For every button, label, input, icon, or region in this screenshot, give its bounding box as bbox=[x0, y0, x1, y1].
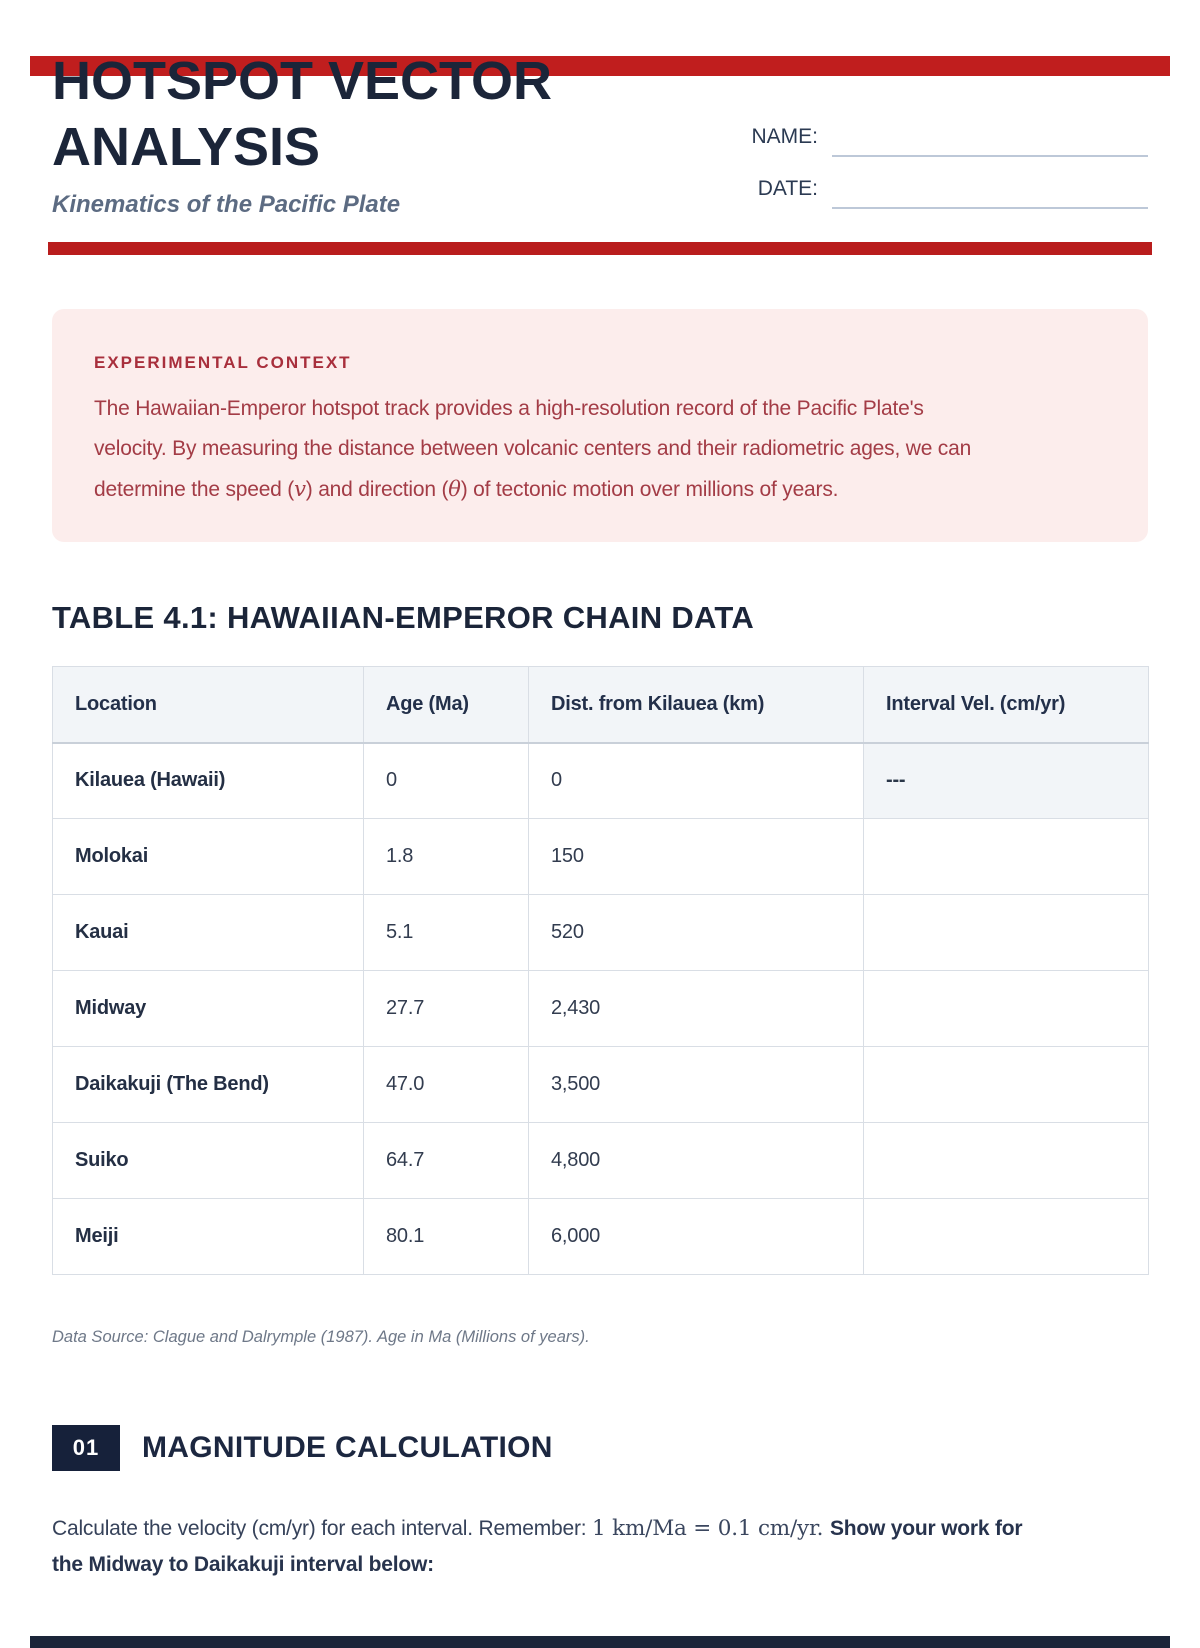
header bbox=[52, 48, 1148, 220]
table-row bbox=[53, 819, 1149, 895]
name-field-row bbox=[742, 124, 1148, 150]
cell-interval-vel-blank[interactable] bbox=[864, 971, 1149, 1047]
section-instructions bbox=[52, 1511, 1148, 1583]
math-var-theta: θ bbox=[448, 477, 461, 501]
cell-location: Molokai bbox=[53, 819, 364, 895]
table-row bbox=[53, 1047, 1149, 1123]
cell-age: 64.7 bbox=[364, 1123, 529, 1199]
cell-interval-vel-blank[interactable] bbox=[864, 895, 1149, 971]
cell-distance: 2,430 bbox=[529, 971, 864, 1047]
instructions-line-1: Calculate the velocity (cm/yr) for each interval. Remember: 1 km/Ma = 0.1 cm/yr. Show your work for bbox=[52, 1516, 1023, 1541]
name-input-line[interactable] bbox=[832, 127, 1148, 157]
cell-distance: 150 bbox=[529, 819, 864, 895]
section-header bbox=[52, 1425, 1148, 1471]
cell-age: 80.1 bbox=[364, 1199, 529, 1275]
bottom-accent-bar bbox=[30, 1636, 1170, 1648]
hawaiian-emperor-table bbox=[52, 666, 1149, 1275]
cell-age: 1.8 bbox=[364, 819, 529, 895]
col-header-location: Location bbox=[53, 667, 364, 743]
date-field-row bbox=[742, 176, 1148, 202]
col-header-interval-vel: Interval Vel. (cm/yr) bbox=[864, 667, 1149, 743]
table-row bbox=[53, 895, 1149, 971]
cell-location: Kilauea (Hawaii) bbox=[53, 743, 364, 819]
col-header-distance: Dist. from Kilauea (km) bbox=[529, 667, 864, 743]
cell-distance: 3,500 bbox=[529, 1047, 864, 1123]
name-date-fields bbox=[742, 124, 1148, 202]
data-source-note: Data Source: Clague and Dalrymple (1987). Age in Ma (Millions of years). bbox=[52, 1328, 590, 1346]
table-header-row bbox=[53, 667, 1149, 743]
cell-age: 5.1 bbox=[364, 895, 529, 971]
cell-age: 47.0 bbox=[364, 1047, 529, 1123]
page-title: HOTSPOT VECTOR ANALYSIS bbox=[52, 51, 553, 177]
cell-distance: 520 bbox=[529, 895, 864, 971]
name-label: NAME: bbox=[751, 125, 818, 148]
context-line-3: determine the speed (v) and direction (θ) of tectonic motion over millions of years. bbox=[94, 477, 839, 501]
table-row bbox=[53, 1123, 1149, 1199]
table-row bbox=[53, 743, 1149, 819]
table-row bbox=[53, 971, 1149, 1047]
worksheet-page bbox=[0, 48, 1200, 1583]
experimental-context-box bbox=[52, 309, 1148, 542]
cell-location: Daikakuji (The Bend) bbox=[53, 1047, 364, 1123]
math-var-v: v bbox=[294, 477, 306, 501]
red-divider bbox=[48, 242, 1152, 255]
instructions-line-2: the Midway to Daikakuji interval below: bbox=[52, 1553, 434, 1576]
table-row bbox=[53, 1199, 1149, 1275]
cell-interval-vel-blank[interactable] bbox=[864, 1123, 1149, 1199]
cell-location: Suiko bbox=[53, 1123, 364, 1199]
cell-interval-vel-blank[interactable] bbox=[864, 819, 1149, 895]
cell-interval-vel-blank[interactable] bbox=[864, 1199, 1149, 1275]
cell-location: Meiji bbox=[53, 1199, 364, 1275]
col-header-age: Age (Ma) bbox=[364, 667, 529, 743]
date-label: DATE: bbox=[757, 177, 818, 200]
context-heading: EXPERIMENTAL CONTEXT bbox=[94, 353, 352, 372]
cell-distance: 4,800 bbox=[529, 1123, 864, 1199]
cell-location: Midway bbox=[53, 971, 364, 1047]
cell-distance: 0 bbox=[529, 743, 864, 819]
section-number-badge: 01 bbox=[52, 1425, 120, 1471]
context-line-2: velocity. By measuring the distance between volcanic centers and their radiometric ages, we can bbox=[94, 437, 972, 460]
cell-interval-vel: --- bbox=[864, 743, 1149, 819]
page-subtitle: Kinematics of the Pacific Plate bbox=[52, 191, 401, 218]
context-body bbox=[94, 389, 1106, 510]
context-line-1: The Hawaiian-Emperor hotspot track provides a high-resolution record of the Pacific Plate's bbox=[94, 397, 924, 420]
conversion-formula: 1 km/Ma = 0.1 cm/yr. bbox=[592, 1516, 830, 1541]
table-title: TABLE 4.1: HAWAIIAN-EMPEROR CHAIN DATA bbox=[52, 600, 755, 635]
cell-interval-vel-blank[interactable] bbox=[864, 1047, 1149, 1123]
cell-age: 0 bbox=[364, 743, 529, 819]
section-heading: MAGNITUDE CALCULATION bbox=[142, 1431, 553, 1464]
date-input-line[interactable] bbox=[832, 179, 1148, 209]
cell-location: Kauai bbox=[53, 895, 364, 971]
cell-distance: 6,000 bbox=[529, 1199, 864, 1275]
cell-age: 27.7 bbox=[364, 971, 529, 1047]
